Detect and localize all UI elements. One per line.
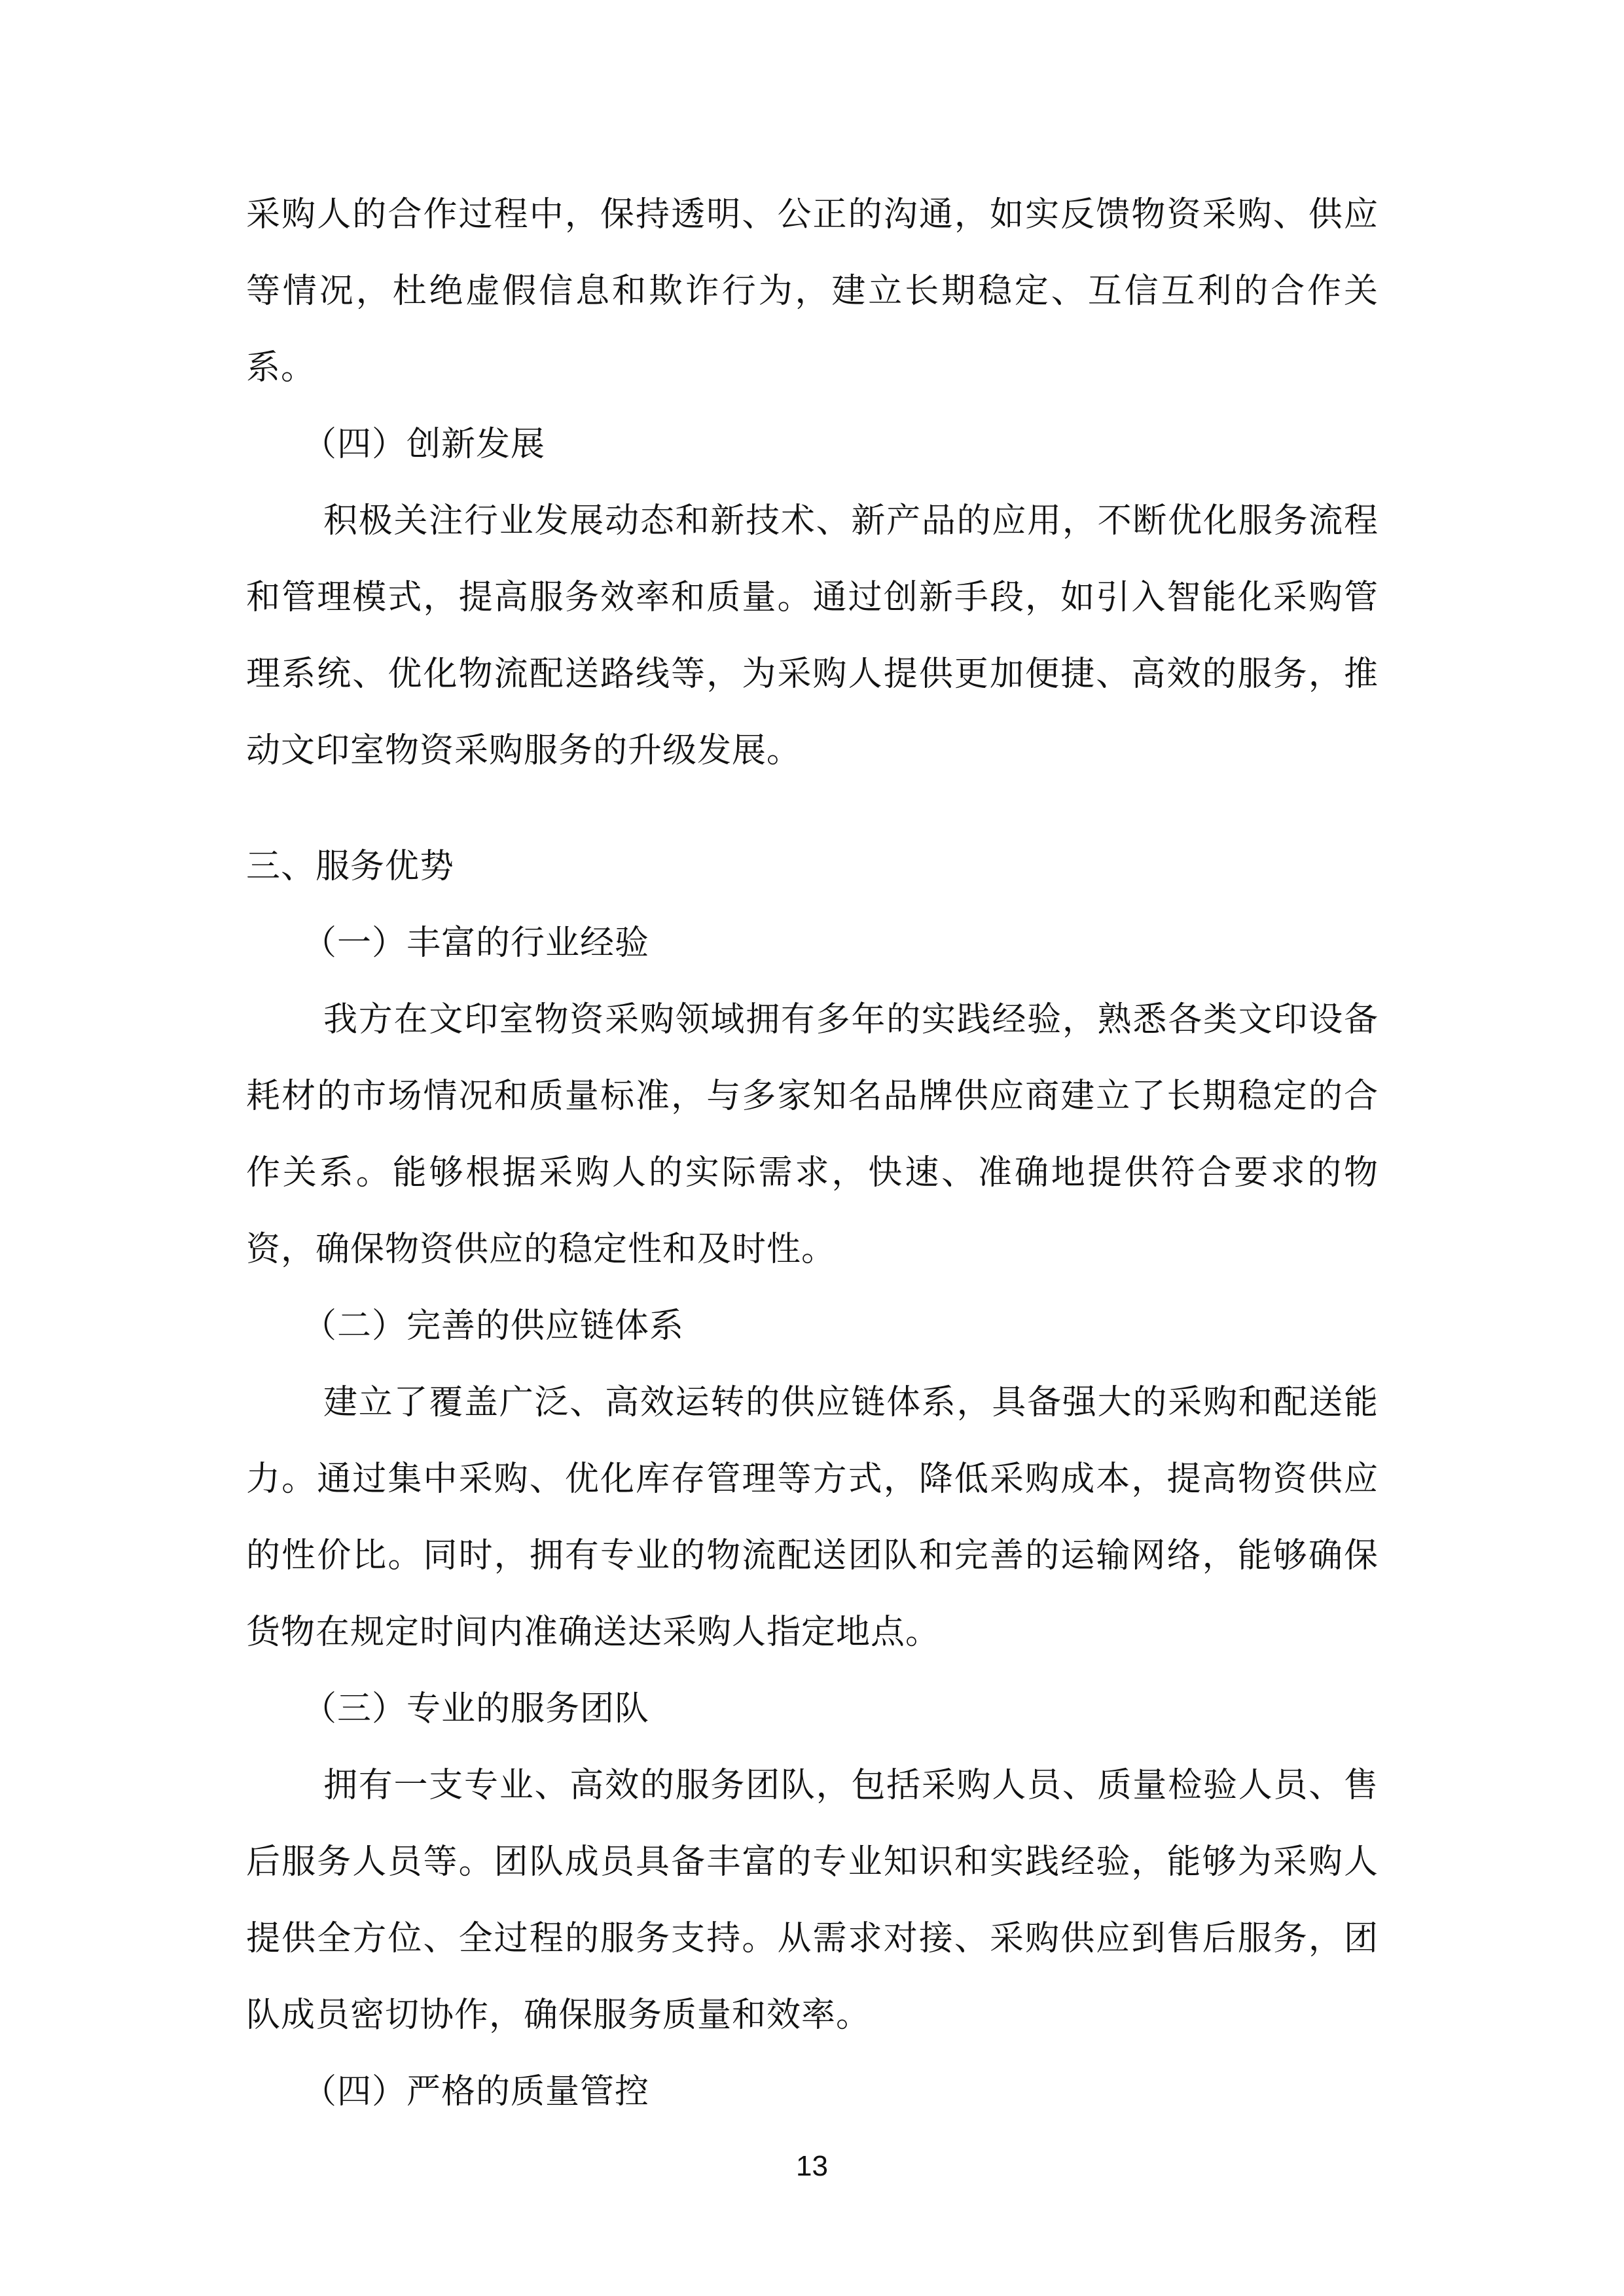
subheading-quality-control: （四）严格的质量管控	[302, 2072, 650, 2111]
paragraph-supply-chain: 建立了覆盖广泛、高效运转的供应链体系，具备强大的采购和配送能力。通过集中采购、优化库存管理等方式，降低采购成本，提高物资供应的性价比。同时，拥有专业的物流配送团队和完善的运输网络，能够确保货物在规定时间内准确送达采购人指定地点。	[246, 1383, 1379, 1652]
page-number: 13	[796, 2150, 828, 2182]
subheading-industry-experience: （一）丰富的行业经验	[302, 924, 650, 963]
paragraph-innovation: 积极关注行业发展动态和新技术、新产品的应用，不断优化服务流程和管理模式，提高服务效率和质量。通过创新手段，如引入智能化采购管理系统、优化物流配送路线等，为采购人提供更加便捷、高效的服务，推动文印室物资采购服务的升级发展。	[246, 501, 1379, 770]
document-body	[246, 177, 1379, 2130]
subheading-supply-chain: （二）完善的供应链体系	[302, 1306, 685, 1346]
paragraph-industry-experience: 我方在文印室物资采购领域拥有多年的实践经验，熟悉各类文印设备耗材的市场情况和质量标准，与多家知名品牌供应商建立了长期稳定的合作关系。能够根据采购人的实际需求，快速、准确地提供符合要求的物资，确保物资供应的稳定性和及时性。	[246, 1000, 1379, 1269]
paragraph-continuation: 采购人的合作过程中，保持透明、公正的沟通，如实反馈物资采购、供应等情况，杜绝虚假信息和欺诈行为，建立长期稳定、互信互利的合作关系。	[246, 195, 1379, 387]
subheading-service-team: （三）专业的服务团队	[302, 1689, 650, 1729]
subheading-innovation: （四）创新发展	[302, 425, 546, 464]
section-heading-service-advantages: 三、服务优势	[246, 847, 455, 886]
paragraph-service-team: 拥有一支专业、高效的服务团队，包括采购人员、质量检验人员、售后服务人员等。团队成员具备丰富的专业知识和实践经验，能够为采购人提供全方位、全过程的服务支持。从需求对接、采购供应到售后服务，团队成员密切协作，确保服务质量和效率。	[246, 1766, 1379, 2035]
